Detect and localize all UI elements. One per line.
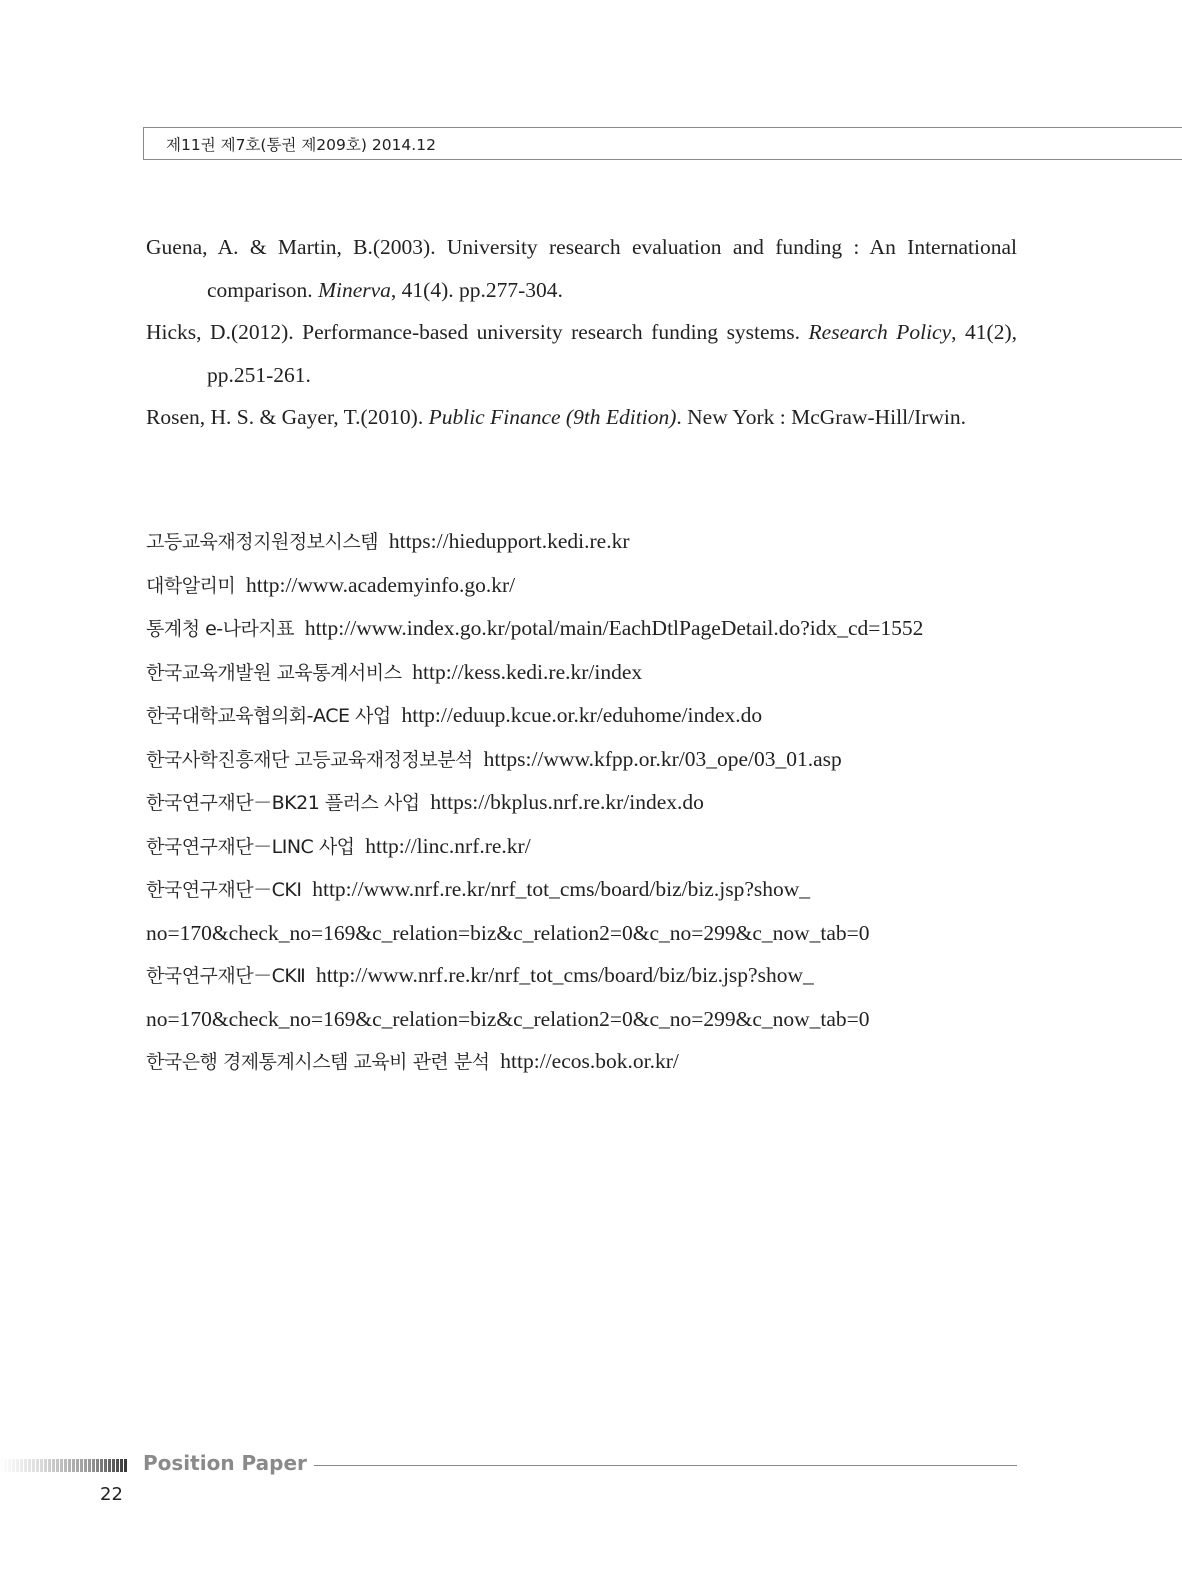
source-name: 대학알리미: [146, 574, 236, 597]
page-number: 22: [100, 1484, 123, 1505]
ref-book: Public Finance (9th Edition): [428, 405, 677, 429]
ref-journal: Minerva: [318, 277, 391, 302]
footer-divider: [314, 1465, 1017, 1466]
source-name: 한국사학진흥재단 고등교육재정정보분석: [146, 748, 473, 771]
source-url[interactable]: http://www.nrf.re.kr/nrf_tot_cms/board/biz/biz.jsp?show_: [315, 963, 814, 987]
source-name: 한국연구재단－LINC 사업: [146, 835, 355, 858]
footer-title: Position Paper: [143, 1451, 307, 1475]
web-source-item: [146, 694, 1046, 738]
source-url[interactable]: https://bkplus.nrf.re.kr/index.do: [430, 790, 704, 814]
ref-text: Guena, A. & Martin, B.(2003). University research evaluation and funding : An International comparison.: [146, 235, 1017, 302]
source-url[interactable]: http://www.index.go.kr/potal/main/EachDtlPageDetail.do?idx_cd=1552: [304, 616, 924, 640]
source-url[interactable]: http://linc.nrf.re.kr/: [365, 833, 531, 858]
web-source-list: [146, 520, 1046, 1084]
source-name: 한국은행 경제통계시스템 교육비 관련 분석: [146, 1051, 490, 1073]
source-name: 한국연구재단－CKⅡ: [146, 965, 306, 987]
source-name: 한국대학교육협의회-ACE 사업: [146, 705, 391, 727]
web-source-item: [146, 1040, 1046, 1084]
source-url[interactable]: http://www.nrf.re.kr/nrf_tot_cms/board/biz/biz.jsp?show_: [312, 877, 811, 901]
source-url[interactable]: http://ecos.bok.or.kr/: [500, 1049, 679, 1073]
ref-text: . New York : McGraw-Hill/Irwin.: [676, 405, 967, 429]
web-source-item: [146, 825, 1046, 869]
ref-text: Hicks, D.(2012). Performance-based university research funding systems.: [146, 320, 809, 344]
source-name: 통계청 e-나라지표: [146, 618, 295, 640]
web-source-item: [146, 651, 1046, 695]
source-url[interactable]: http://kess.kedi.re.kr/index: [412, 659, 643, 684]
reference-item: [146, 396, 1017, 439]
ref-text: , 41(4). pp.277-304.: [390, 277, 563, 302]
source-name: 한국연구재단－BK21 플러스 사업: [146, 792, 420, 814]
web-source-item: [146, 954, 1046, 998]
source-name: 한국연구재단－CKⅠ: [146, 879, 302, 901]
source-url-continued[interactable]: no=170&check_no=169&c_relation=biz&c_relation2=0&c_no=299&c_now_tab=0: [146, 1006, 870, 1031]
web-source-item: [146, 607, 1046, 651]
reference-list: [146, 226, 1017, 439]
reference-item: [146, 311, 1017, 396]
source-url[interactable]: https://www.kfpp.or.kr/03_ope/03_01.asp: [483, 746, 842, 771]
ref-journal: Research Policy: [808, 320, 952, 344]
running-header: [143, 127, 1182, 160]
ref-text: , 41(2), pp.251-261.: [207, 320, 1017, 387]
web-source-item: [146, 781, 1046, 825]
source-url[interactable]: http://eduup.kcue.or.kr/eduhome/index.do: [401, 703, 763, 727]
issue-info: 제11권 제7호(통권 제209호) 2014.12: [166, 136, 436, 154]
source-name: 한국교육개발원 교육통계서비스: [146, 661, 402, 684]
web-source-item: [146, 738, 1046, 782]
source-name: 고등교육재정지원정보시스템: [146, 531, 379, 553]
web-source-item: [146, 868, 1046, 912]
web-source-item: [146, 520, 1046, 564]
web-source-item: [146, 564, 1046, 608]
source-url[interactable]: https://hiedupport.kedi.re.kr: [388, 529, 630, 553]
reference-item: [146, 226, 1017, 311]
source-url[interactable]: http://www.academyinfo.go.kr/: [246, 572, 516, 597]
ref-text: Rosen, H. S. & Gayer, T.(2010).: [146, 405, 429, 429]
footer-gradient-bar: [0, 1459, 128, 1472]
source-url-continued[interactable]: no=170&check_no=169&c_relation=biz&c_relation2=0&c_no=299&c_now_tab=0: [146, 920, 870, 945]
